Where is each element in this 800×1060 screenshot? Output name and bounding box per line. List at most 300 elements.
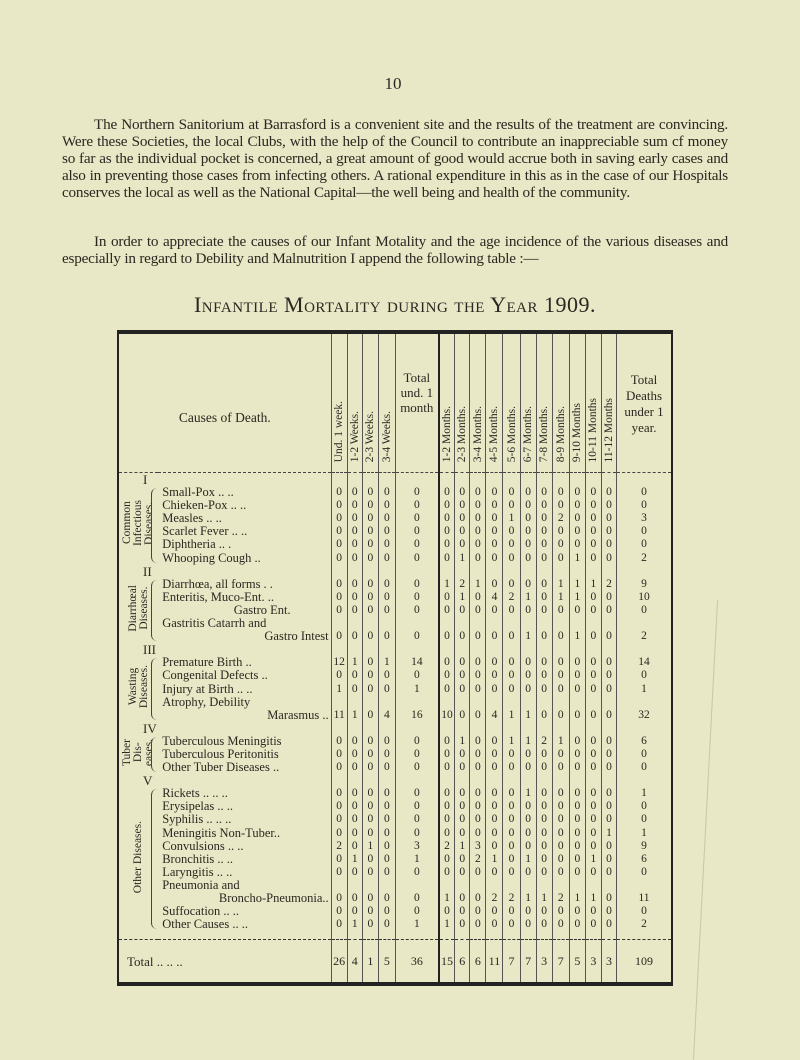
header-month-5 bbox=[520, 332, 536, 473]
cell-week-1: 0 bbox=[347, 538, 362, 551]
cell-month-1: 0 bbox=[455, 486, 470, 499]
cell-month-8: 0 bbox=[569, 512, 585, 525]
cell-week-1: 0 bbox=[347, 617, 362, 643]
cell-week-3: 1 bbox=[378, 656, 395, 669]
cell-week-2: 0 bbox=[362, 879, 378, 905]
cell-month-9: 0 bbox=[585, 696, 601, 722]
brace-icon bbox=[151, 658, 157, 719]
table-row bbox=[118, 787, 672, 800]
cell-total-under-1-month: 0 bbox=[395, 800, 438, 813]
header-week-2 bbox=[362, 332, 378, 473]
empty-cell bbox=[552, 473, 569, 487]
cell-month-5: 0 bbox=[520, 538, 536, 551]
cell-total-under-1-year: 1 bbox=[617, 787, 672, 800]
empty-cell bbox=[347, 473, 362, 487]
cell-month-5: 0 bbox=[520, 578, 536, 591]
cell-month-6: 1 bbox=[536, 879, 552, 905]
empty-cell bbox=[617, 774, 672, 787]
empty-cell bbox=[378, 565, 395, 578]
cell-total-under-1-month: 0 bbox=[395, 552, 438, 565]
cell-week-2: 0 bbox=[362, 761, 378, 774]
cell-week-0: 0 bbox=[331, 538, 347, 551]
cell-month-5: 7 bbox=[520, 940, 536, 984]
cell-week-3: 0 bbox=[378, 748, 395, 761]
group-label-cell bbox=[118, 735, 158, 774]
cell-week-3: 0 bbox=[378, 735, 395, 748]
cell-month-1: 0 bbox=[455, 813, 470, 826]
cell-total-under-1-month: 0 bbox=[395, 538, 438, 551]
header-label: 1-2 Weeks. bbox=[348, 410, 361, 462]
cell-month-5: 1 bbox=[520, 735, 536, 748]
empty-cell bbox=[347, 931, 362, 940]
table-row bbox=[118, 800, 672, 813]
cell-month-3: 0 bbox=[486, 735, 503, 748]
empty-cell bbox=[331, 774, 347, 787]
cell-month-6: 0 bbox=[536, 669, 552, 682]
cell-total-under-1-year: 0 bbox=[617, 800, 672, 813]
cell-week-0: 0 bbox=[331, 918, 347, 931]
group-label: Wasting Diseases. bbox=[126, 665, 150, 709]
cell-month-5: 0 bbox=[520, 813, 536, 826]
cell-week-3: 0 bbox=[378, 879, 395, 905]
cell-month-8: 0 bbox=[569, 525, 585, 538]
cell-month-3: 0 bbox=[486, 552, 503, 565]
cell-month-7: 0 bbox=[552, 656, 569, 669]
table-row bbox=[118, 853, 672, 866]
cell-month-9: 0 bbox=[585, 866, 601, 879]
cell-month-0: 15 bbox=[439, 940, 455, 984]
cell-week-3: 0 bbox=[378, 787, 395, 800]
cell-week-1: 0 bbox=[347, 669, 362, 682]
cause-label-cell bbox=[158, 735, 331, 748]
cell-week-0: 2 bbox=[331, 840, 347, 853]
group-numeral: I bbox=[143, 472, 148, 487]
cause-label-cell bbox=[158, 813, 331, 826]
cell-month-0: 0 bbox=[439, 827, 455, 840]
cell-month-7: 2 bbox=[552, 512, 569, 525]
cell-month-8: 5 bbox=[569, 940, 585, 984]
cell-month-3: 0 bbox=[486, 800, 503, 813]
cause-label-cell bbox=[158, 578, 331, 591]
group-label: Other Diseases. bbox=[132, 821, 145, 894]
header-label: 4-5 Months. bbox=[488, 405, 501, 462]
cell-month-0: 0 bbox=[439, 787, 455, 800]
cell-month-5: 0 bbox=[520, 669, 536, 682]
header-week-0 bbox=[331, 332, 347, 473]
cell-week-2: 0 bbox=[362, 800, 378, 813]
header-month-2 bbox=[470, 332, 486, 473]
cell-month-5: 1 bbox=[520, 787, 536, 800]
paragraph-text: The Northern Sanitorium at Barrasford is a convenient site and the results of the treatment are convincing. Were these Societies, the local Clubs, with the help of the Council to contribute an inappreciable sum cf money so far as the individual pocket is concerned, a great amount of good would accrue both in saving early cases and also in preventing those cases from infecting others. A rational expenditure in this as in the case of our Hospitals conserves the local as well as the National Capital—the well being and health of the community. bbox=[62, 116, 728, 201]
empty-cell bbox=[395, 473, 438, 487]
cell-month-2: 0 bbox=[470, 761, 486, 774]
cell-total-under-1-year: 1 bbox=[617, 827, 672, 840]
cell-month-7: 2 bbox=[552, 879, 569, 905]
cell-month-6: 0 bbox=[536, 617, 552, 643]
cell-week-0: 12 bbox=[331, 656, 347, 669]
cell-month-7: 1 bbox=[552, 578, 569, 591]
cell-month-0: 1 bbox=[439, 879, 455, 905]
cell-week-2: 0 bbox=[362, 866, 378, 879]
cell-month-10: 0 bbox=[601, 748, 616, 761]
cell-month-4: 0 bbox=[503, 866, 520, 879]
cell-week-0: 0 bbox=[331, 827, 347, 840]
cell-month-6: 0 bbox=[536, 499, 552, 512]
header-month-1 bbox=[455, 332, 470, 473]
cell-month-3: 0 bbox=[486, 486, 503, 499]
group-label-cell bbox=[118, 486, 158, 565]
cell-total-under-1-month: 14 bbox=[395, 656, 438, 669]
empty-cell bbox=[585, 565, 601, 578]
cell-week-3: 0 bbox=[378, 827, 395, 840]
cell-month-1: 0 bbox=[455, 748, 470, 761]
group-numeral-row bbox=[118, 565, 672, 578]
cell-month-4: 1 bbox=[503, 735, 520, 748]
cell-total-under-1-year: 0 bbox=[617, 761, 672, 774]
cell-week-2: 0 bbox=[362, 512, 378, 525]
empty-cell bbox=[362, 473, 378, 487]
cell-total-under-1-month: 3 bbox=[395, 840, 438, 853]
table-row bbox=[118, 591, 672, 604]
cell-month-10: 0 bbox=[601, 538, 616, 551]
cell-month-10: 0 bbox=[601, 486, 616, 499]
cell-month-1: 0 bbox=[455, 604, 470, 617]
cause-label-cell bbox=[158, 696, 331, 722]
cell-week-1: 0 bbox=[347, 578, 362, 591]
cell-total-under-1-month: 0 bbox=[395, 879, 438, 905]
empty-cell bbox=[331, 473, 347, 487]
table-row bbox=[118, 905, 672, 918]
cell-month-7: 0 bbox=[552, 813, 569, 826]
cell-week-3: 0 bbox=[378, 512, 395, 525]
cell-week-2: 0 bbox=[362, 656, 378, 669]
cell-month-10: 0 bbox=[601, 879, 616, 905]
header-month-6 bbox=[536, 332, 552, 473]
cell-month-7: 0 bbox=[552, 538, 569, 551]
cell-week-2: 0 bbox=[362, 617, 378, 643]
cell-month-10: 0 bbox=[601, 617, 616, 643]
cell-month-9: 0 bbox=[585, 617, 601, 643]
cell-month-0: 0 bbox=[439, 853, 455, 866]
header-label: 2-3 Weeks. bbox=[364, 410, 377, 462]
cause-label-cell bbox=[158, 486, 331, 499]
cell-week-0: 0 bbox=[331, 525, 347, 538]
cause-label-cell bbox=[158, 787, 331, 800]
empty-cell bbox=[395, 722, 438, 735]
cell-month-3: 0 bbox=[486, 827, 503, 840]
cell-month-7: 0 bbox=[552, 866, 569, 879]
brace-icon bbox=[151, 789, 157, 929]
cell-week-2: 0 bbox=[362, 905, 378, 918]
empty-cell bbox=[455, 774, 470, 787]
empty-cell bbox=[585, 774, 601, 787]
cell-month-4: 0 bbox=[503, 787, 520, 800]
empty-cell bbox=[585, 473, 601, 487]
cell-total-under-1-month: 0 bbox=[395, 669, 438, 682]
cell-month-2: 3 bbox=[470, 840, 486, 853]
cell-total-under-1-year: 2 bbox=[617, 918, 672, 931]
empty-cell bbox=[503, 931, 520, 940]
cell-month-6: 0 bbox=[536, 918, 552, 931]
cell-month-3: 0 bbox=[486, 918, 503, 931]
cell-month-6: 0 bbox=[536, 538, 552, 551]
cell-week-2: 0 bbox=[362, 787, 378, 800]
page-number: 10 bbox=[384, 74, 402, 93]
table-row bbox=[118, 499, 672, 512]
cell-month-7: 0 bbox=[552, 525, 569, 538]
cell-month-0: 0 bbox=[439, 525, 455, 538]
empty-cell bbox=[552, 722, 569, 735]
cell-week-1: 0 bbox=[347, 591, 362, 604]
cell-month-0: 0 bbox=[439, 800, 455, 813]
cell-week-0: 11 bbox=[331, 696, 347, 722]
cell-month-1: 0 bbox=[455, 538, 470, 551]
cause-label: Diphtheria .. . bbox=[162, 538, 232, 552]
cell-total-under-1-month: 1 bbox=[395, 918, 438, 931]
cell-month-0: 0 bbox=[439, 813, 455, 826]
group-numeral: III bbox=[143, 642, 156, 658]
cell-month-1: 0 bbox=[455, 656, 470, 669]
cell-month-8: 1 bbox=[569, 578, 585, 591]
cell-total-under-1-year: 0 bbox=[617, 669, 672, 682]
cell-total-under-1-year: 0 bbox=[617, 866, 672, 879]
table-row bbox=[118, 735, 672, 748]
empty-cell bbox=[520, 643, 536, 656]
header-month-3 bbox=[486, 332, 503, 473]
total-row bbox=[118, 940, 672, 984]
cell-month-3: 0 bbox=[486, 538, 503, 551]
empty-cell bbox=[331, 722, 347, 735]
cell-month-8: 1 bbox=[569, 591, 585, 604]
table-row bbox=[118, 604, 672, 617]
header-label: 5-6 Months. bbox=[505, 405, 518, 462]
cell-month-9: 0 bbox=[585, 512, 601, 525]
cell-week-1: 0 bbox=[347, 748, 362, 761]
cell-month-7: 0 bbox=[552, 696, 569, 722]
cell-month-10: 0 bbox=[601, 499, 616, 512]
header-month-10 bbox=[601, 332, 616, 473]
cell-month-10: 0 bbox=[601, 552, 616, 565]
cause-label-cell bbox=[158, 591, 331, 604]
empty-cell bbox=[601, 774, 616, 787]
cell-month-0: 10 bbox=[439, 696, 455, 722]
cell-month-0: 0 bbox=[439, 512, 455, 525]
cell-week-1: 1 bbox=[347, 853, 362, 866]
cause-label: Laryngitis .. .. bbox=[162, 865, 233, 879]
cause-label-cell bbox=[158, 656, 331, 669]
cell-month-10: 0 bbox=[601, 525, 616, 538]
cell-week-2: 0 bbox=[362, 918, 378, 931]
cell-week-1: 0 bbox=[347, 552, 362, 565]
header-label: 8-9 Months. bbox=[554, 405, 567, 462]
cell-month-7: 0 bbox=[552, 604, 569, 617]
cell-month-6: 0 bbox=[536, 761, 552, 774]
cell-month-3: 0 bbox=[486, 578, 503, 591]
cell-total-under-1-year: 0 bbox=[617, 813, 672, 826]
cell-month-3: 0 bbox=[486, 683, 503, 696]
cell-month-9: 0 bbox=[585, 486, 601, 499]
cell-month-6: 0 bbox=[536, 787, 552, 800]
cell-month-3: 0 bbox=[486, 656, 503, 669]
cell-week-0: 0 bbox=[331, 761, 347, 774]
empty-cell bbox=[347, 565, 362, 578]
cell-week-1: 0 bbox=[347, 486, 362, 499]
cell-week-3: 0 bbox=[378, 617, 395, 643]
cell-month-2: 0 bbox=[470, 499, 486, 512]
empty-cell bbox=[362, 931, 378, 940]
cause-label: Other Causes .. .. bbox=[162, 918, 248, 932]
cell-month-10: 0 bbox=[601, 840, 616, 853]
header-month-7 bbox=[552, 332, 569, 473]
cell-month-1: 0 bbox=[455, 512, 470, 525]
cell-total-under-1-year: 9 bbox=[617, 840, 672, 853]
cell-month-7: 0 bbox=[552, 800, 569, 813]
cause-label-cell bbox=[158, 604, 331, 617]
empty-cell bbox=[569, 643, 585, 656]
cell-month-8: 0 bbox=[569, 696, 585, 722]
cell-month-0: 0 bbox=[439, 591, 455, 604]
empty-cell bbox=[520, 722, 536, 735]
cell-month-3: 0 bbox=[486, 748, 503, 761]
cell-month-1: 0 bbox=[455, 866, 470, 879]
cell-total-under-1-year: 6 bbox=[617, 735, 672, 748]
cell-month-9: 0 bbox=[585, 761, 601, 774]
group-label-cell bbox=[118, 787, 158, 931]
cause-label: Injury at Birth .. .. bbox=[162, 682, 253, 696]
cell-week-3: 0 bbox=[378, 840, 395, 853]
cause-label: Tuberculous Peritonitis bbox=[162, 747, 279, 761]
cell-month-1: 0 bbox=[455, 499, 470, 512]
empty-cell bbox=[347, 643, 362, 656]
cell-month-6: 3 bbox=[536, 940, 552, 984]
empty-cell bbox=[455, 473, 470, 487]
empty-cell bbox=[503, 722, 520, 735]
cell-week-2: 0 bbox=[362, 827, 378, 840]
cell-week-0: 0 bbox=[331, 853, 347, 866]
cell-month-8: 1 bbox=[569, 879, 585, 905]
cell-week-0: 0 bbox=[331, 591, 347, 604]
cell-month-8: 0 bbox=[569, 683, 585, 696]
group-label: Common Infectious Diseases. bbox=[121, 500, 156, 547]
cell-month-4: 0 bbox=[503, 748, 520, 761]
cell-month-8: 0 bbox=[569, 748, 585, 761]
cell-total-under-1-year: 0 bbox=[617, 538, 672, 551]
cell-month-6: 0 bbox=[536, 552, 552, 565]
cell-month-6: 0 bbox=[536, 486, 552, 499]
empty-cell bbox=[470, 643, 486, 656]
cause-label: Tuberculous Meningitis bbox=[162, 734, 282, 748]
cell-month-8: 0 bbox=[569, 761, 585, 774]
cell-week-3: 0 bbox=[378, 538, 395, 551]
cell-month-9: 3 bbox=[585, 940, 601, 984]
empty-cell bbox=[331, 931, 347, 940]
cause-label: Meningitis Non-Tuber.. bbox=[162, 826, 281, 840]
cell-month-10: 0 bbox=[601, 800, 616, 813]
cell-week-1: 0 bbox=[347, 800, 362, 813]
cell-week-1: 0 bbox=[347, 905, 362, 918]
cause-label: Premature Birth .. bbox=[162, 656, 252, 670]
cell-month-9: 1 bbox=[585, 853, 601, 866]
cell-month-2: 0 bbox=[470, 486, 486, 499]
cell-month-7: 0 bbox=[552, 499, 569, 512]
cell-month-4: 0 bbox=[503, 827, 520, 840]
cell-month-5: 1 bbox=[520, 879, 536, 905]
cell-week-2: 1 bbox=[362, 940, 378, 984]
empty-cell bbox=[601, 643, 616, 656]
empty-cell bbox=[569, 931, 585, 940]
cell-week-0: 0 bbox=[331, 800, 347, 813]
cell-month-7: 0 bbox=[552, 918, 569, 931]
cell-week-1: 0 bbox=[347, 866, 362, 879]
empty-cell bbox=[378, 722, 395, 735]
cause-label-cell bbox=[158, 669, 331, 682]
cell-month-8: 0 bbox=[569, 656, 585, 669]
cell-month-10: 0 bbox=[601, 512, 616, 525]
cell-month-8: 0 bbox=[569, 604, 585, 617]
header-label: 10-11 Months bbox=[587, 397, 600, 462]
empty-cell bbox=[585, 722, 601, 735]
cause-label-cell bbox=[158, 853, 331, 866]
paragraph-table-intro bbox=[62, 233, 728, 267]
cell-month-1: 0 bbox=[455, 761, 470, 774]
cell-month-4: 1 bbox=[503, 696, 520, 722]
cell-week-3: 0 bbox=[378, 683, 395, 696]
cell-month-1: 0 bbox=[455, 696, 470, 722]
cell-month-9: 0 bbox=[585, 552, 601, 565]
cell-total-under-1-month: 0 bbox=[395, 748, 438, 761]
cause-label-cell bbox=[158, 617, 331, 643]
cell-month-6: 0 bbox=[536, 656, 552, 669]
cell-week-2: 0 bbox=[362, 748, 378, 761]
table-header-row bbox=[118, 332, 672, 473]
cell-month-3: 0 bbox=[486, 787, 503, 800]
cell-week-0: 0 bbox=[331, 617, 347, 643]
cell-month-5: 1 bbox=[520, 591, 536, 604]
cell-week-2: 0 bbox=[362, 735, 378, 748]
cause-label-cell bbox=[158, 552, 331, 565]
group-label: Tuber Dis- eases. bbox=[121, 738, 156, 767]
cell-month-3: 0 bbox=[486, 604, 503, 617]
group-numeral-row bbox=[118, 643, 672, 656]
cause-label: Atrophy, Debility bbox=[162, 695, 251, 709]
cell-week-1: 0 bbox=[347, 512, 362, 525]
cell-month-4: 0 bbox=[503, 656, 520, 669]
cell-month-2: 0 bbox=[470, 787, 486, 800]
empty-cell bbox=[362, 643, 378, 656]
cell-total-under-1-month: 0 bbox=[395, 578, 438, 591]
cell-month-10: 0 bbox=[601, 787, 616, 800]
cell-week-2: 0 bbox=[362, 552, 378, 565]
cell-month-6: 2 bbox=[536, 735, 552, 748]
cell-week-1: 0 bbox=[347, 525, 362, 538]
brace-icon bbox=[151, 737, 157, 772]
group-label: Diarrhœal Diseases. bbox=[126, 585, 150, 632]
cell-week-1: 4 bbox=[347, 940, 362, 984]
cell-total-under-1-month: 0 bbox=[395, 761, 438, 774]
cell-month-10: 0 bbox=[601, 866, 616, 879]
cell-month-0: 2 bbox=[439, 840, 455, 853]
cause-label: Chieken-Pox .. .. bbox=[162, 499, 247, 513]
cell-week-3: 0 bbox=[378, 918, 395, 931]
brace-icon bbox=[151, 580, 157, 641]
empty-cell bbox=[395, 643, 438, 656]
cell-month-5: 1 bbox=[520, 853, 536, 866]
cell-week-3: 0 bbox=[378, 761, 395, 774]
empty-cell bbox=[520, 473, 536, 487]
cell-total-under-1-year: 0 bbox=[617, 525, 672, 538]
empty-cell bbox=[503, 643, 520, 656]
table-row bbox=[118, 879, 672, 905]
